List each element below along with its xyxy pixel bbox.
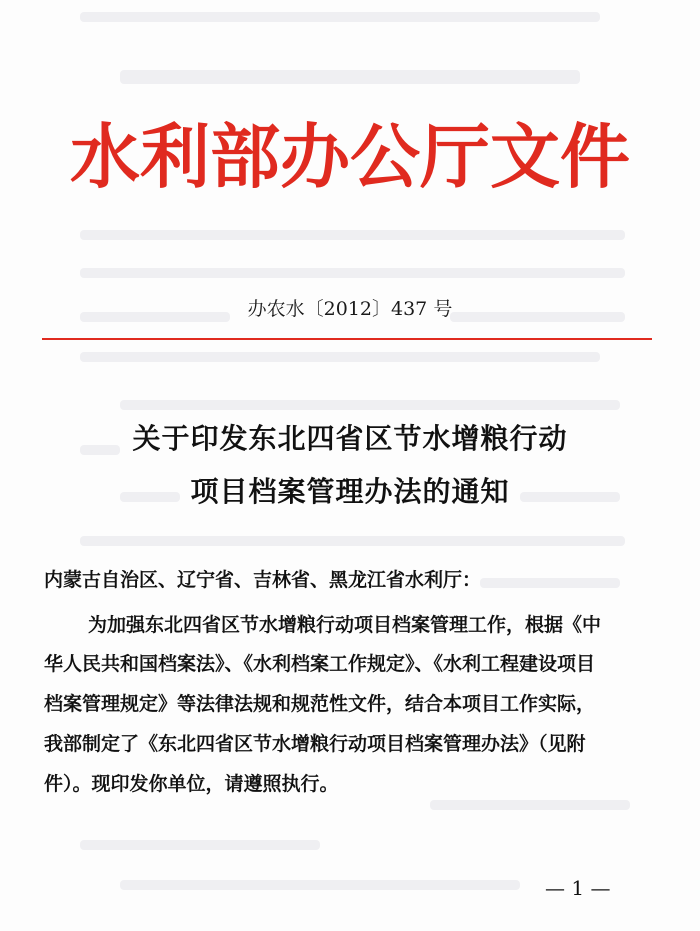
body-line: 件）。现印发你单位，请遵照执行。 [44,773,339,795]
body-line: 我部制定了《东北四省区节水增粮行动项目档案管理办法》（见附 [44,733,586,755]
body-line: 档案管理规定》等法律法规和规范性文件，结合本项目工作实际， [44,693,596,715]
document-header-title: 水利部办公厅文件 [70,115,630,198]
subject-title-line-1: 关于印发东北四省区节水增粮行动 [132,422,568,455]
body-line: 华人民共和国档案法》、《水利档案工作规定》、《水利工程建设项目 [44,653,596,675]
body-line: 为加强东北四省区节水增粮行动项目档案管理工作，根据《中 [88,614,602,636]
red-divider-rule [42,338,652,340]
page-number: — 1 — [545,876,611,900]
addressee: 内蒙古自治区、辽宁省、吉林省、黑龙江省水利厅： [44,569,482,591]
document-number: 办农水〔2012〕437 号 [247,298,453,320]
subject-title-line-2: 项目档案管理办法的通知 [190,475,510,508]
